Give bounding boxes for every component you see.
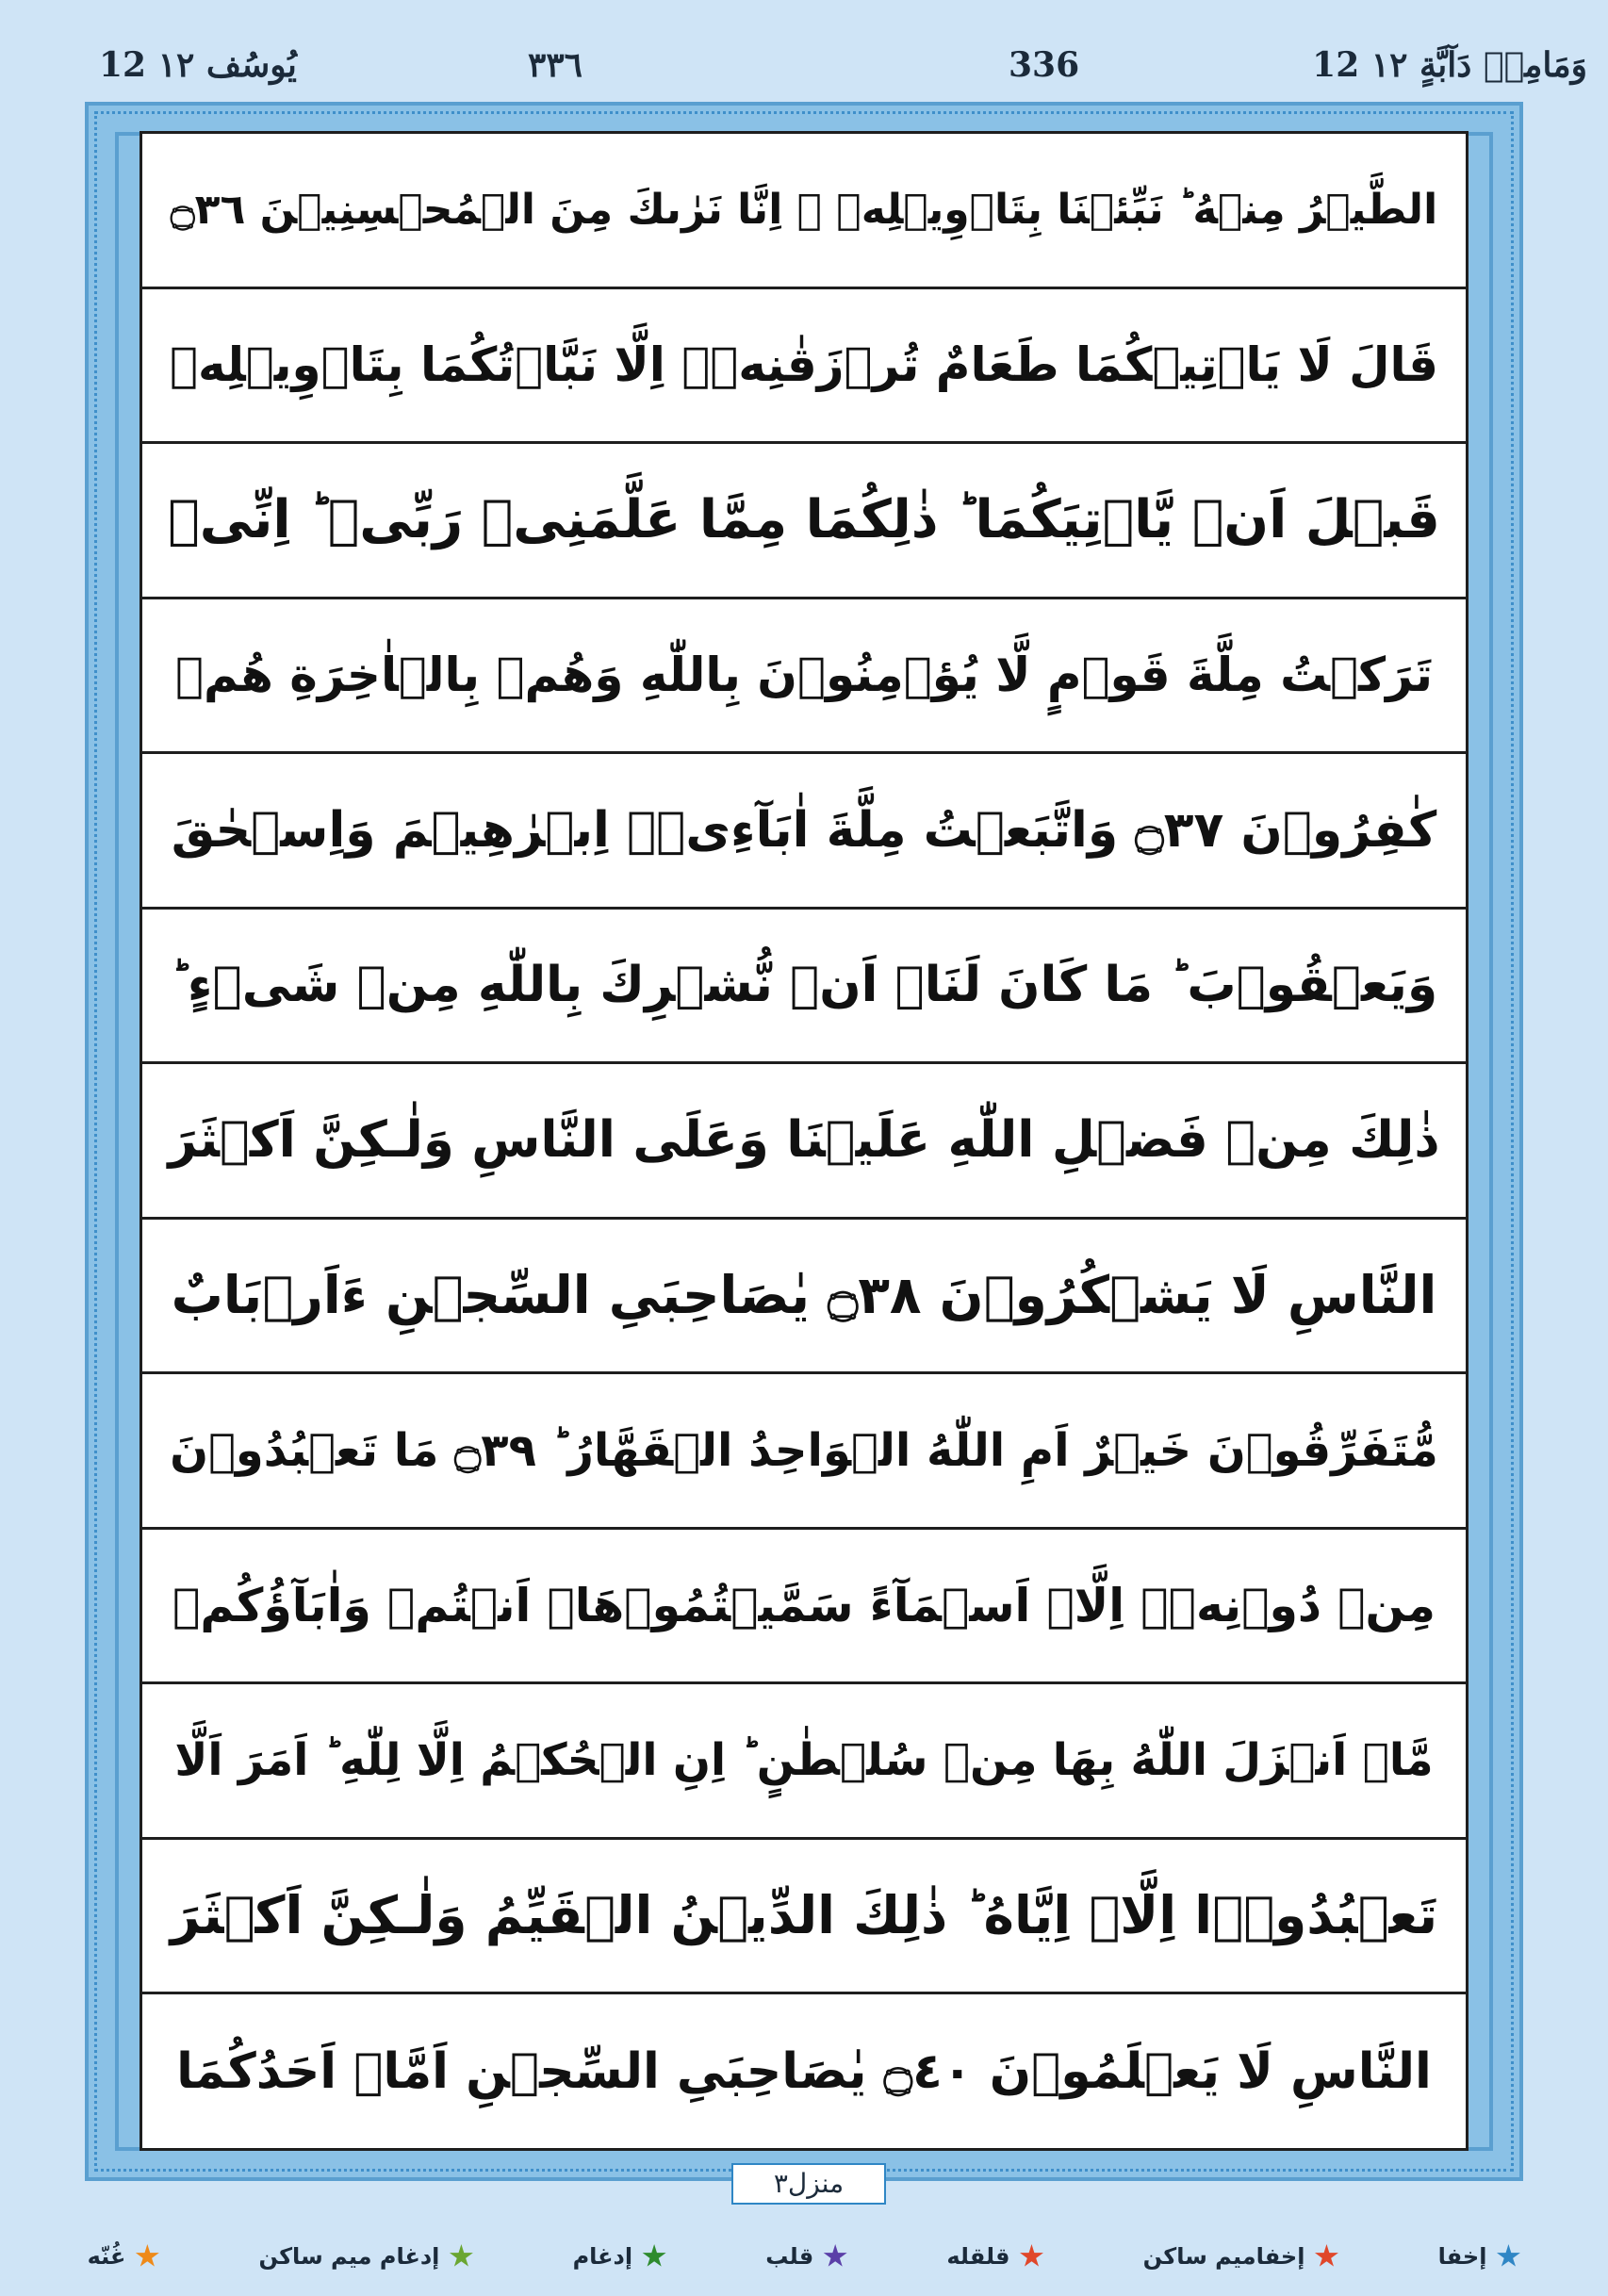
line-text: مَّاۤ اَنۡزَلَ اللّٰهُ بِهَا مِنۡ سُلۡطٰنٍ ؕ اِنِ الۡحُكۡمُ اِلَّا لِلّٰهِ ؕ اَمَرَ اَلَّا xyxy=(174,1734,1434,1787)
quran-line xyxy=(142,1220,1466,1375)
legend-label: إخفاميم ساكن xyxy=(1142,2243,1305,2270)
page-number: 336 xyxy=(1009,45,1080,85)
legend-star-icon xyxy=(449,2244,473,2269)
page-number-arabic: ٣٣٦ xyxy=(528,45,583,85)
quran-line xyxy=(142,444,1466,599)
quran-line xyxy=(142,754,1466,910)
manzil-label: منزل٣ xyxy=(731,2163,886,2205)
legend-item xyxy=(946,2243,1043,2270)
line-text: مُّتَفَرِّقُوۡنَ خَيۡرٌ اَمِ اللّٰهُ الۡوَاحِدُ الۡقَهَّارُ ؕ ۝٣٩ مَا تَعۡبُدُوۡنَ xyxy=(170,1423,1438,1477)
quran-line xyxy=(142,599,1466,755)
quran-line xyxy=(142,289,1466,445)
legend-item xyxy=(573,2243,667,2270)
legend-star-icon xyxy=(1019,2244,1043,2269)
quran-line xyxy=(142,1994,1466,2150)
quran-text-area xyxy=(139,131,1469,2151)
line-text: النَّاسِ لَا يَعۡلَمُوۡنَ ۝٤٠ يٰصَاحِبَىِ السِّجۡنِ اَمَّاۤ اَحَدُكُمَا xyxy=(176,2043,1432,2101)
legend-item xyxy=(765,2243,847,2270)
surah-name-label: 12 يُوسُف ١٢ xyxy=(99,45,297,85)
legend-star-icon xyxy=(1496,2244,1520,2269)
quran-line xyxy=(142,1840,1466,1995)
quran-line xyxy=(142,1064,1466,1220)
quran-line xyxy=(142,1374,1466,1530)
line-text: تَرَكۡتُ مِلَّةَ قَوۡمٍ لَّا يُؤۡمِنُوۡنَ بِاللّٰهِ وَهُمۡ بِالۡاٰخِرَةِ هُمۡ xyxy=(175,648,1433,703)
line-text: قَالَ لَا يَاۡتِيۡكُمَا طَعَامٌ تُرۡزَقٰنِهٖۤ اِلَّا نَبَّاۡتُكُمَا بِتَاۡوِيۡلِهٖ xyxy=(169,337,1439,393)
quran-line xyxy=(142,1530,1466,1685)
legend-item xyxy=(1438,2243,1521,2270)
legend-item xyxy=(88,2243,160,2270)
quran-line xyxy=(142,134,1466,289)
line-text: مِنۡ دُوۡنِهٖۤ اِلَّاۤ اَسۡمَآءً سَمَّيۡتُمُوۡهَاۤ اَنۡتُمۡ وَاٰبَآؤُكُمۡ xyxy=(172,1578,1436,1632)
legend-item xyxy=(1143,2243,1339,2270)
quran-line xyxy=(142,910,1466,1065)
legend-label: قلب xyxy=(765,2243,814,2270)
legend-star-icon xyxy=(1314,2244,1338,2269)
legend-label: إدغام ميم ساكن xyxy=(258,2243,440,2270)
line-text: النَّاسِ لَا يَشۡكُرُوۡنَ ۝٣٨ يٰصَاحِبَىِ السِّجۡنِ ءَاَرۡبَابٌ xyxy=(171,1265,1437,1326)
quran-line xyxy=(142,1684,1466,1840)
legend-label: قلقله xyxy=(946,2243,1010,2270)
line-text: ذٰلِكَ مِنۡ فَضۡلِ اللّٰهِ عَلَيۡنَا وَعَلَى النَّاسِ وَلٰـكِنَّ اَكۡثَرَ xyxy=(168,1111,1440,1170)
line-text: الطَّيۡرُ مِنۡهُ ؕ نَبِّئۡنَا بِتَاۡوِيۡلِهٖ ۚ اِنَّا نَرٰٮكَ مِنَ الۡمُحۡسِنِيۡنَ ۝٣٦ xyxy=(170,186,1438,235)
line-text: كٰفِرُوۡنَ ۝٣٧ وَاتَّبَعۡتُ مِلَّةَ اٰبَآءِىۡۤ اِبۡرٰهِيۡمَ وَاِسۡحٰقَ xyxy=(171,801,1437,859)
para-name-label: 12 وَمَامِنۡ دَآبَّةٍ ١٢ xyxy=(1312,45,1587,85)
line-text: وَيَعۡقُوۡبَ ؕ مَا كَانَ لَنَاۤ اَنۡ نُّشۡرِكَ بِاللّٰهِ مِنۡ شَىۡءٍ ؕ xyxy=(170,957,1438,1014)
line-text: قَبۡلَ اَنۡ يَّاۡتِيَكُمَا ؕ ذٰلِكُمَا مِمَّا عَلَّمَنِىۡ رَبِّىۡ ؕ اِنِّىۡ xyxy=(168,489,1440,551)
legend-star-icon xyxy=(823,2244,847,2269)
legend-label: غُنّه xyxy=(87,2243,126,2270)
legend-star-icon xyxy=(135,2244,159,2269)
line-text: تَعۡبُدُوۡۤا اِلَّاۤ اِيَّاهُ ؕ ذٰلِكَ الدِّيۡنُ الۡقَيِّمُ وَلٰـكِنَّ اَكۡثَرَ xyxy=(170,1885,1438,1946)
legend-label: إخفا xyxy=(1437,2243,1487,2270)
tajweed-legend xyxy=(0,2217,1608,2296)
legend-star-icon xyxy=(642,2244,666,2269)
legend-label: إدغام xyxy=(572,2243,633,2270)
legend-item xyxy=(259,2243,474,2270)
